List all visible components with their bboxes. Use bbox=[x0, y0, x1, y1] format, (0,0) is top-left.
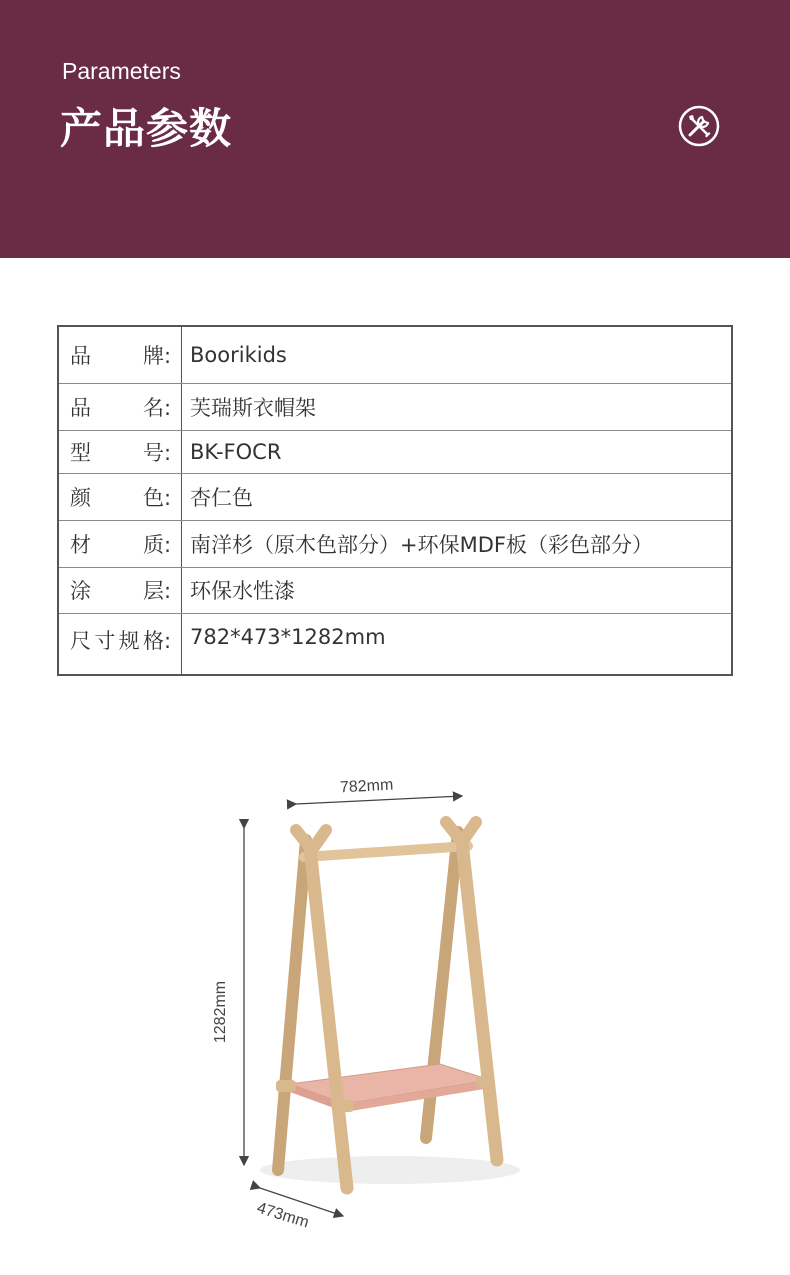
tools-icon bbox=[678, 105, 720, 147]
param-value: 杏仁色 bbox=[182, 473, 733, 520]
width-label: 782mm bbox=[339, 776, 394, 797]
table-row: 颜色: 杏仁色 bbox=[58, 473, 732, 520]
header-banner bbox=[0, 0, 790, 258]
width-dimension-line bbox=[296, 796, 462, 804]
param-value: BK-FOCR bbox=[182, 430, 733, 473]
parameters-table bbox=[57, 325, 733, 676]
table-row: 材质: 南洋杉（原木色部分）+环保MDF板（彩色部分） bbox=[58, 520, 732, 567]
param-key: 尺寸规格 bbox=[70, 628, 164, 653]
param-value: 782*473*1282mm bbox=[182, 613, 733, 675]
title-cn: 产品参数 bbox=[60, 104, 233, 153]
param-value: Boorikids bbox=[182, 326, 733, 383]
table-row: 涂层: 环保水性漆 bbox=[58, 567, 732, 613]
param-value: 芙瑞斯衣帽架 bbox=[182, 383, 733, 430]
depth-label: 473mm bbox=[254, 1199, 311, 1232]
param-key: 品牌 bbox=[70, 343, 164, 368]
coat-rack-illustration bbox=[0, 700, 790, 1260]
param-value: 环保水性漆 bbox=[182, 567, 733, 613]
param-key: 涂层 bbox=[70, 579, 164, 603]
param-key: 材质 bbox=[70, 532, 164, 557]
height-label: 1282mm bbox=[212, 980, 230, 1044]
param-key: 型号 bbox=[70, 440, 164, 465]
table-row: 品牌: Boorikids bbox=[58, 326, 732, 383]
dimension-figure bbox=[0, 700, 790, 1260]
table-row: 型号: BK-FOCR bbox=[58, 430, 732, 473]
param-value: 南洋杉（原木色部分）+环保MDF板（彩色部分） bbox=[182, 520, 733, 567]
table-row: 尺寸规格: 782*473*1282mm bbox=[58, 613, 732, 675]
param-key: 颜色 bbox=[70, 485, 164, 510]
title-en: Parameters bbox=[62, 58, 181, 84]
param-key: 品名 bbox=[70, 395, 164, 420]
table-row: 品名: 芙瑞斯衣帽架 bbox=[58, 383, 732, 430]
